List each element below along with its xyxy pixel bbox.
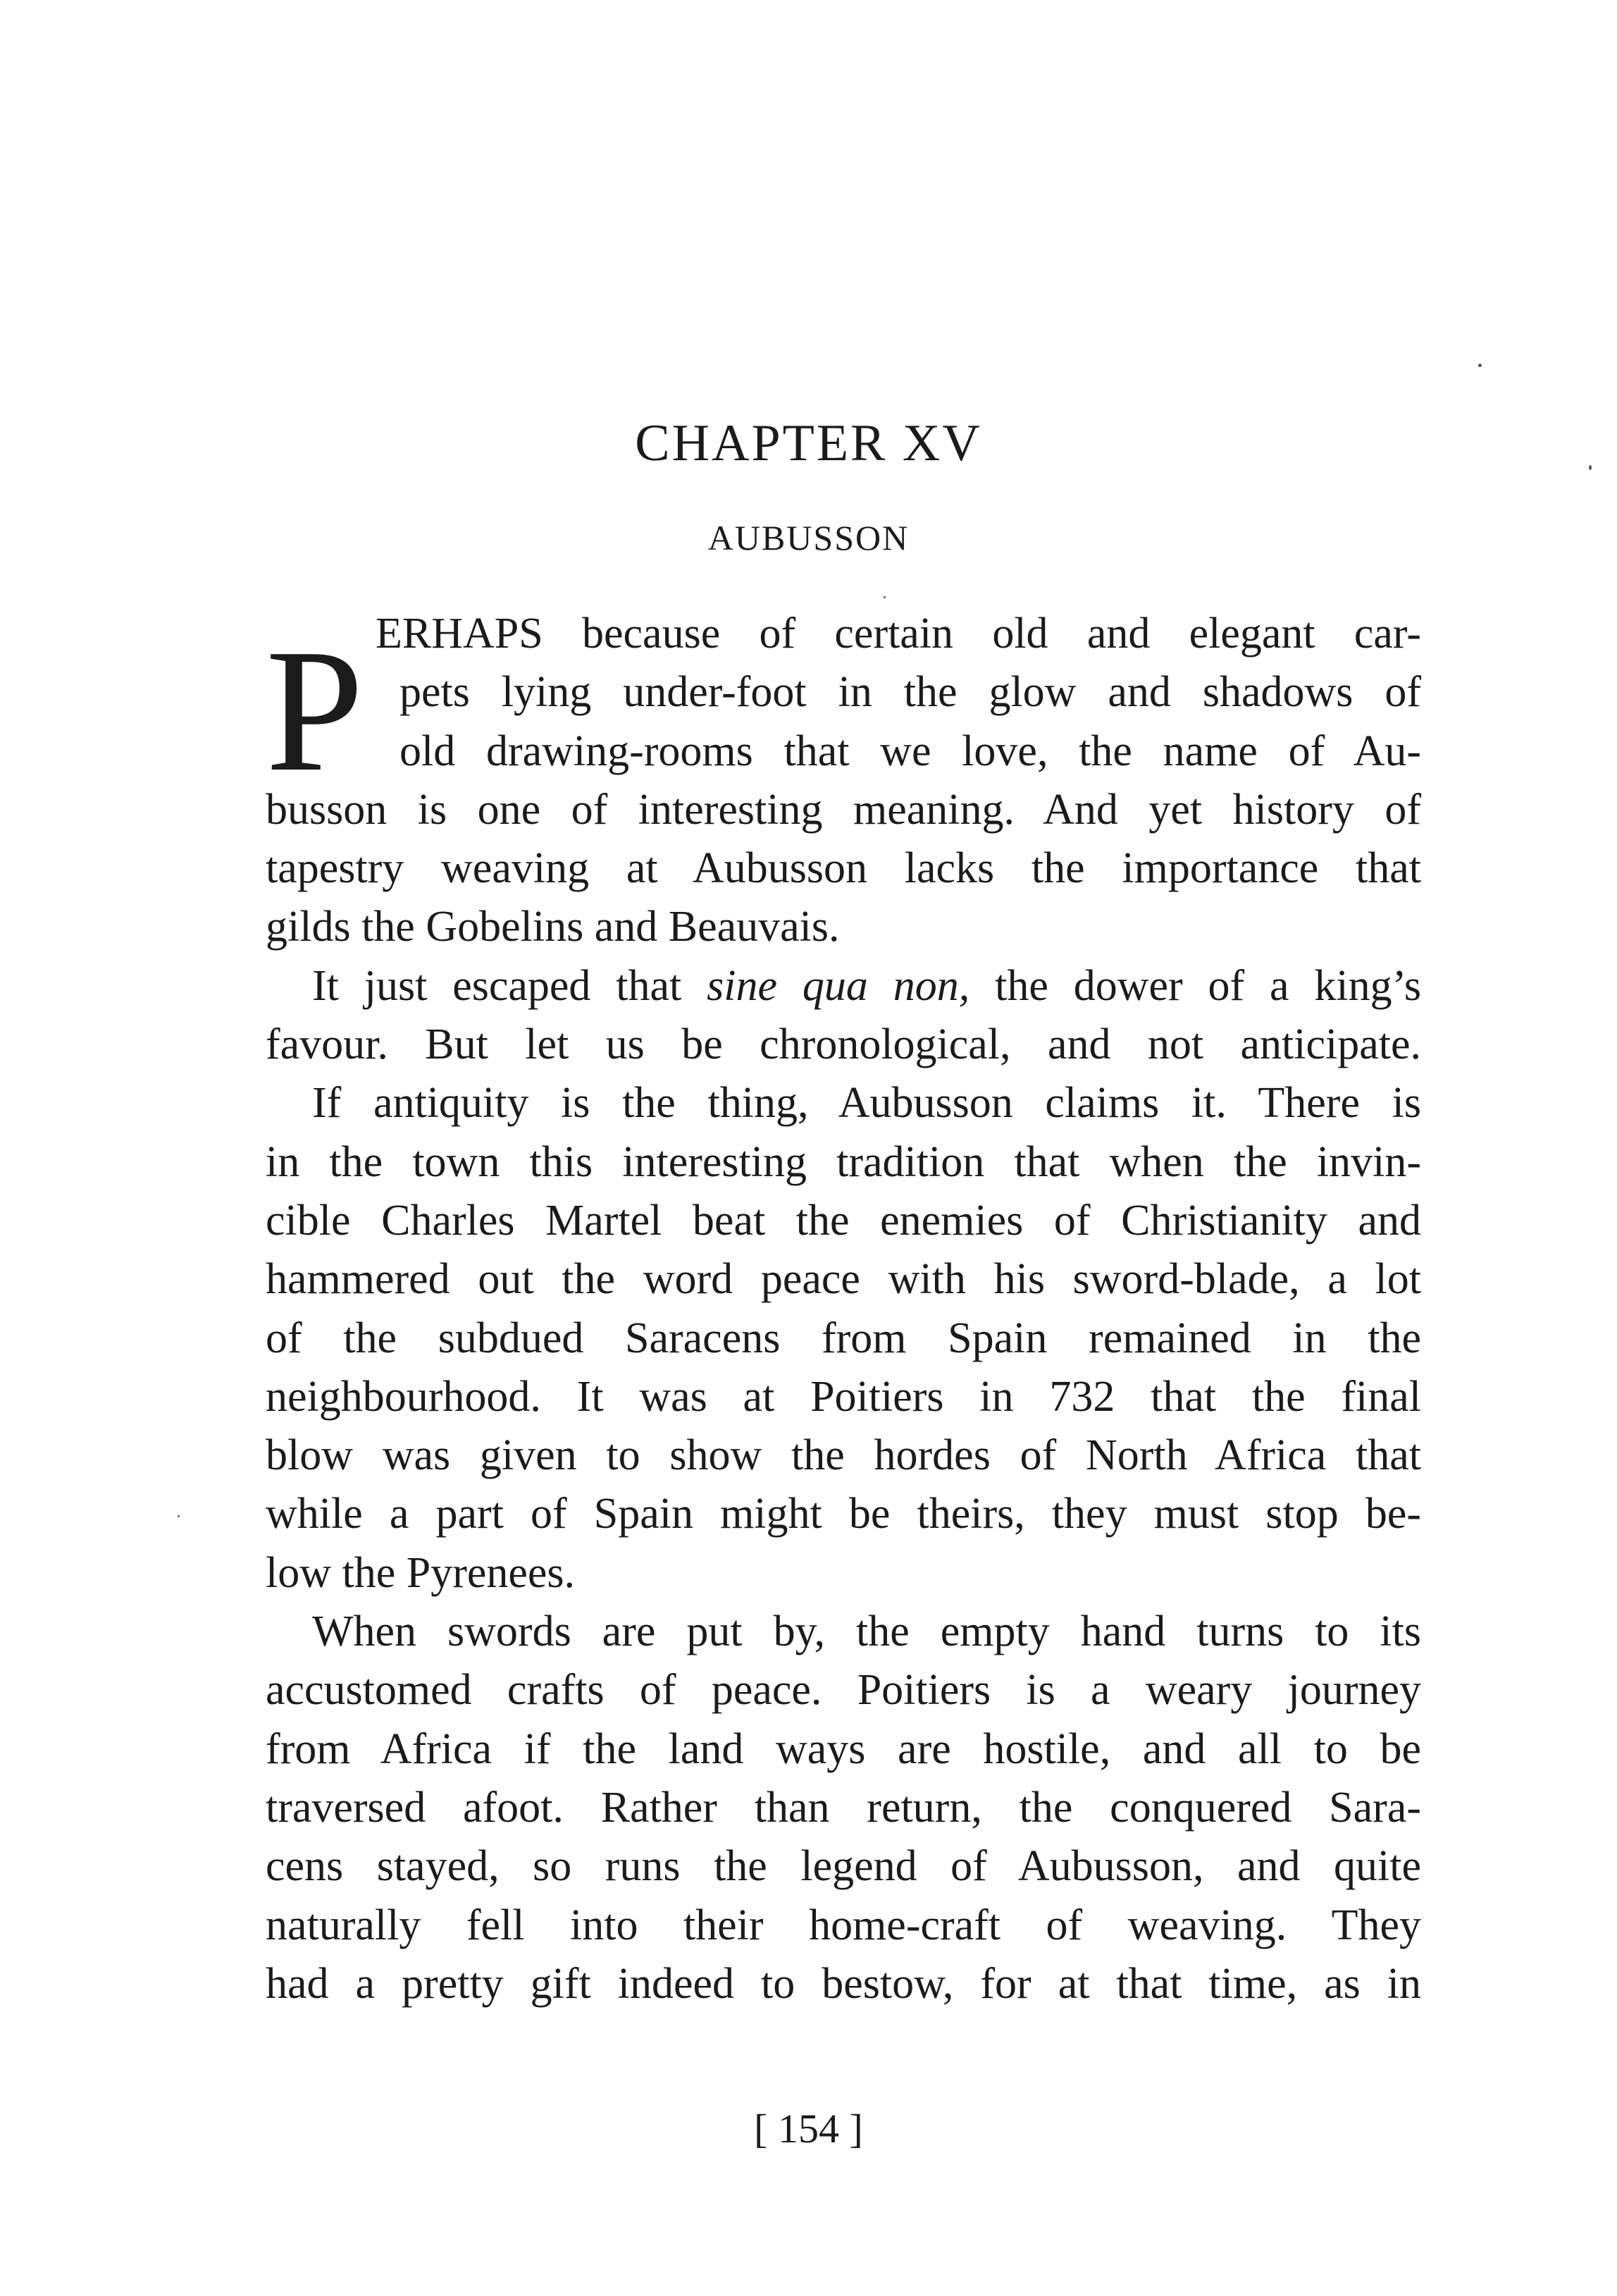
chapter-subtitle: AUBUSSON <box>707 518 910 557</box>
text-line: in the town this interesting tradition that when the invin- <box>266 1137 1421 1186</box>
scan-speck <box>1589 465 1592 470</box>
text-line: old drawing-rooms that we love, the name of Au- <box>399 727 1421 775</box>
text-line: cible Charles Martel beat the enemies of Christianity and <box>266 1196 1421 1245</box>
text-line: low the Pyrenees. <box>266 1548 576 1597</box>
text-line: When swords are put by, the empty hand turns to its <box>312 1607 1421 1656</box>
text-line: while a part of Spain might be theirs, they must stop be- <box>266 1490 1421 1538</box>
text-line: traversed afoot. Rather than return, the conquered Sara- <box>266 1783 1421 1832</box>
text-line: If antiquity is the thing, Aubusson claims it. There is <box>312 1079 1421 1128</box>
text-line <box>266 957 1421 1016</box>
text-line: accustomed crafts of peace. Poitiers is a weary journey <box>266 1666 1421 1715</box>
text-line: gilds the Gobelins and Beauvais. <box>266 903 840 951</box>
text-line: neighbourhood. It was at Poitiers in 732 that the final <box>266 1372 1421 1421</box>
text-line: ERHAPS because of certain old and elegant car- <box>376 610 1421 658</box>
text-line: pets lying under-foot in the glow and shadows of <box>399 668 1421 717</box>
scan-speck <box>884 596 886 598</box>
text-line: tapestry weaving at Aubusson lacks the importance that <box>266 844 1421 893</box>
text-line: favour. But let us be chronological, and not anticipate. <box>266 1020 1421 1069</box>
text-line: of the subdued Saracens from Spain remained in the <box>266 1314 1421 1362</box>
scan-speck <box>1478 364 1482 367</box>
chapter-heading: CHAPTER XV <box>635 414 982 472</box>
text-line: naturally fell into their home-craft of weaving. They <box>266 1901 1421 1949</box>
body-text <box>266 605 1421 2013</box>
text-segment: It just escaped that <box>312 961 682 1010</box>
text-line: from Africa if the land ways are hostile, and all to be <box>266 1724 1421 1773</box>
text-line: busson is one of interesting meaning. And yet history of <box>266 785 1421 834</box>
text-segment: the dower of a king’s <box>995 961 1422 1010</box>
italic-phrase: sine qua non, <box>707 961 970 1010</box>
text-line: cens stayed, so runs the legend of Aubusson, and quite <box>266 1842 1421 1891</box>
scan-speck <box>178 1515 180 1517</box>
text-line: had a pretty gift indeed to bestow, for at that time, as in <box>266 1959 1421 2008</box>
drop-cap-letter: P <box>266 613 364 808</box>
text-line: blow was given to show the hordes of North Africa that <box>266 1431 1421 1480</box>
text-line: hammered out the word peace with his sword-blade, a lot <box>266 1255 1421 1304</box>
page-number: [ 154 ] <box>754 2106 863 2152</box>
